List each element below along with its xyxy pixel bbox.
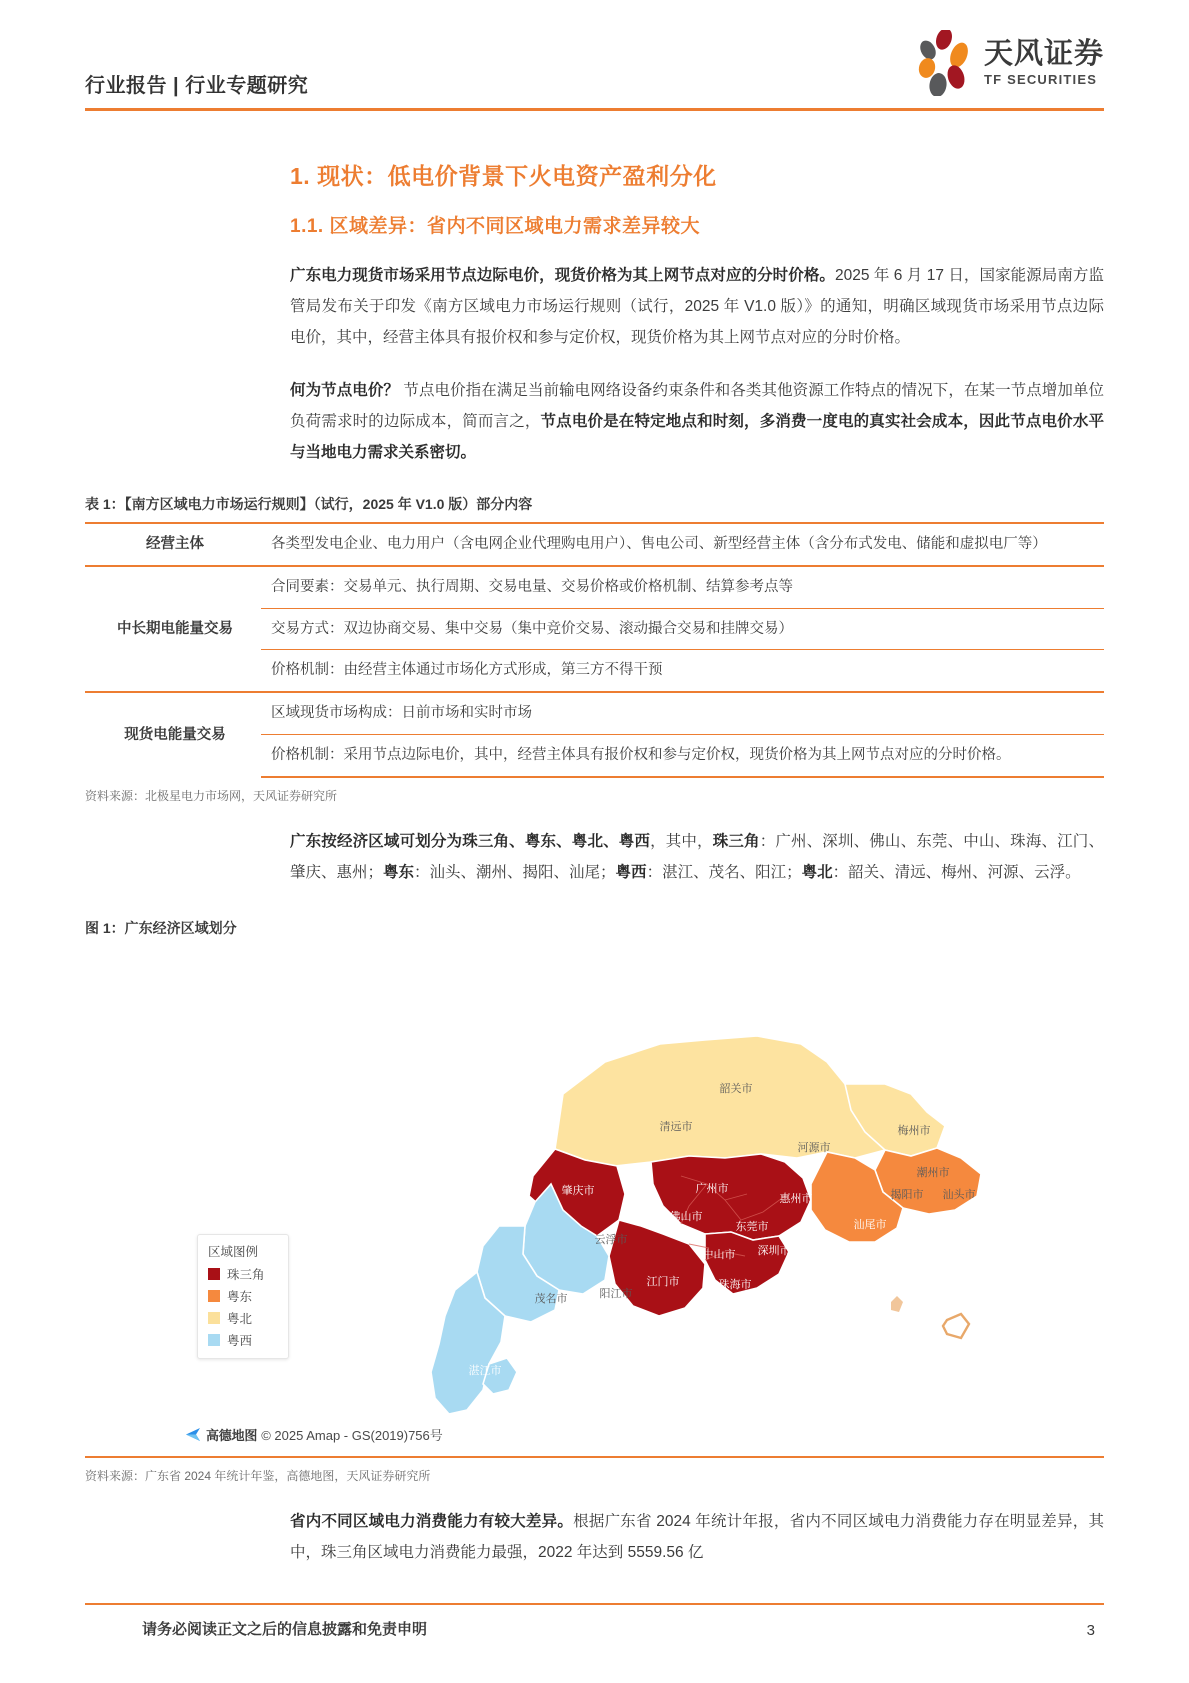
p3-bold-2: 珠三角 (712, 832, 760, 850)
table-row (85, 523, 1104, 566)
legend-item-yuebei (208, 1309, 276, 1327)
paragraph-consumption-difference (290, 1506, 1104, 1568)
amap-brand: 高德地图 (206, 1427, 258, 1443)
table-cell: 合同要素：交易单元、执行周期、交易电量、交易价格或价格机制、结算参考点等 (261, 566, 1104, 608)
paragraph-what-is-nodal-price (290, 375, 1104, 468)
table-cell: 区域现货市场构成：日前市场和实时市场 (261, 692, 1104, 734)
svg-text:阳江市: 阳江市 (599, 1287, 633, 1300)
p3-bold-5: 粤北 (801, 863, 833, 881)
svg-text:韶关市: 韶关市 (719, 1082, 753, 1095)
page-header (85, 30, 1104, 110)
figure-divider (85, 1456, 1104, 1459)
p3-text-5: ：韶关、清远、梅州、河源、云浮。 (832, 863, 1081, 881)
table-cell: 价格机制：由经营主体通过市场化方式形成，第三方不得干预 (261, 650, 1104, 692)
legend-swatch (208, 1334, 220, 1346)
svg-text:广州市: 广州市 (695, 1182, 729, 1195)
p3-text-2: ：广州、深圳、佛山、东莞、中山、珠海、江门、肇庆、惠州； (290, 832, 1104, 881)
p4-lead: 省内不同区域电力消费能力有较大差异。 (290, 1513, 574, 1531)
map-legend (197, 1234, 289, 1359)
svg-text:汕尾市: 汕尾市 (853, 1218, 887, 1231)
table-cell: 各类型发电企业、电力用户（含电网企业代理购电用户）、售电公司、新型经营主体（含分布式发电、储能和虚拟电厂等） (261, 523, 1104, 566)
table-row-header: 中长期电能量交易 (85, 566, 261, 692)
logo-text-block (984, 39, 1104, 87)
table-caption: 表 1：【南方区域电力市场运行规则】（试行，2025 年 V1.0 版）部分内容 (85, 496, 533, 512)
figure-caption: 图 1：广东经济区域划分 (85, 919, 237, 936)
logo-company-name-en: TF SECURITIES (983, 72, 1098, 88)
paragraph-2-tail: 节点电价是在特定地点和时刻，多消费一度电的真实社会成本，因此节点电价水平与当地电力需求关系密切。 (290, 413, 1104, 461)
legend-item-yuedong (208, 1287, 276, 1305)
table-row (85, 692, 1104, 734)
p3-text-3: ：汕头、潮州、揭阳、汕尾； (414, 863, 616, 881)
paragraph-1-lead: 广东电力现货市场采用节点边际电价，现货价格为其上网节点对应的分时价格。 (290, 267, 835, 284)
svg-text:江门市: 江门市 (646, 1275, 680, 1288)
p3-bold-3: 粤东 (383, 863, 415, 881)
p3-text-1: ，其中， (650, 832, 713, 850)
svg-text:梅州市: 梅州市 (897, 1124, 931, 1137)
amap-copyright: © 2025 Amap - GS(2019)756号 (261, 1427, 443, 1443)
market-rules-table (85, 522, 1104, 778)
legend-label: 粤西 (227, 1333, 253, 1348)
guangdong-region-map (85, 944, 1104, 1454)
paragraph-2-lead: 何为节点电价？ (290, 382, 399, 399)
paragraph-nodal-pricing-intro (290, 260, 1104, 353)
svg-text:湛江市: 湛江市 (468, 1364, 502, 1377)
legend-swatch (208, 1312, 220, 1324)
p4-body: 根据广东省 2024 年统计年报，省内不同区域电力消费能力存在明显差异，其中，珠三角区域电力消费能力最强，2022 年达到 5559.56 亿 (290, 1513, 1104, 1562)
paragraph-2-body: 节点电价指在满足当前输电网络设备约束条件和各类其他资源工作特点的情况下，在某一节点增加单位负荷需求时的边际成本，简而言之， (290, 382, 1104, 430)
footer-disclaimer: 请务必阅读正文之后的信息披露和免责申明 (142, 1621, 428, 1638)
logo-company-name-cn: 天风证券 (983, 37, 1104, 70)
table-row-header: 经营主体 (85, 523, 261, 566)
svg-text:深圳市: 深圳市 (757, 1244, 791, 1257)
p3-bold-1: 广东按经济区域可划分为珠三角、粤东、粤北、粤西 (290, 832, 651, 850)
svg-text:肇庆市: 肇庆市 (561, 1184, 595, 1197)
legend-label: 珠三角 (227, 1267, 265, 1282)
footer-divider (85, 1603, 1104, 1606)
amap-logo-icon (185, 1427, 202, 1442)
legend-title: 区域图例 (208, 1244, 259, 1259)
svg-text:云浮市: 云浮市 (594, 1233, 628, 1246)
svg-text:河源市: 河源市 (797, 1141, 831, 1154)
page-number: 3 (1086, 1622, 1095, 1639)
map-graphic (85, 944, 1104, 1454)
svg-text:东莞市: 东莞市 (735, 1220, 769, 1233)
legend-label: 粤北 (227, 1311, 253, 1326)
section-heading-1-1: 1.1. 区域差异：省内不同区域电力需求差异较大 (290, 216, 700, 237)
svg-text:中山市: 中山市 (702, 1248, 736, 1261)
svg-text:揭阳市: 揭阳市 (890, 1188, 924, 1201)
company-logo (914, 30, 1104, 96)
legend-label: 粤东 (227, 1289, 253, 1304)
amap-attribution (185, 1425, 443, 1444)
table-cell: 交易方式：双边协商交易、集中交易（集中竞价交易、滚动撮合交易和挂牌交易） (261, 608, 1104, 650)
header-divider (85, 108, 1104, 111)
paragraph-economic-regions (290, 826, 1104, 888)
svg-text:汕头市: 汕头市 (942, 1188, 976, 1201)
tf-petal-logo-icon (914, 30, 976, 96)
legend-swatch (208, 1268, 220, 1280)
svg-text:潮州市: 潮州市 (916, 1166, 950, 1179)
table-cell: 价格机制：采用节点边际电价，其中，经营主体具有报价权和参与定价权，现货价格为其上网节点对应的分时价格。 (261, 735, 1104, 777)
content-column (85, 130, 1104, 1568)
legend-item-yuexi (208, 1331, 276, 1349)
p3-bold-4: 粤西 (615, 863, 647, 881)
figure-source-note: 资料来源：广东省 2024 年统计年鉴，高德地图，天风证券研究所 (85, 1469, 431, 1484)
table-source-note: 资料来源：北极星电力市场网，天风证券研究所 (85, 788, 338, 803)
breadcrumb: 行业报告 | 行业专题研究 (85, 75, 309, 97)
svg-text:清远市: 清远市 (659, 1120, 693, 1133)
table-row-header: 现货电能量交易 (85, 692, 261, 777)
table-row (85, 566, 1104, 608)
svg-text:惠州市: 惠州市 (779, 1192, 813, 1205)
p3-text-4: ：湛江、茂名、阳江； (646, 863, 802, 881)
svg-text:佛山市: 佛山市 (669, 1210, 703, 1223)
svg-text:珠海市: 珠海市 (718, 1278, 752, 1291)
legend-swatch (208, 1290, 220, 1302)
paragraph-1-body: 2025 年 6 月 17 日，国家能源局南方监管局发布关于印发《南方区域电力市场运行规则（试行，2025 年 V1.0 版）》的通知，明确区域现货市场采用节点边际电价，其中，经营主体具有报价权和参与定价权，现货价格为其上网节点对应的分时价格。 (290, 267, 1104, 346)
svg-text:茂名市: 茂名市 (534, 1292, 568, 1305)
legend-item-zhusanjiao (208, 1265, 276, 1283)
section-heading-1: 1. 现状：低电价背景下火电资产盈利分化 (290, 163, 717, 189)
